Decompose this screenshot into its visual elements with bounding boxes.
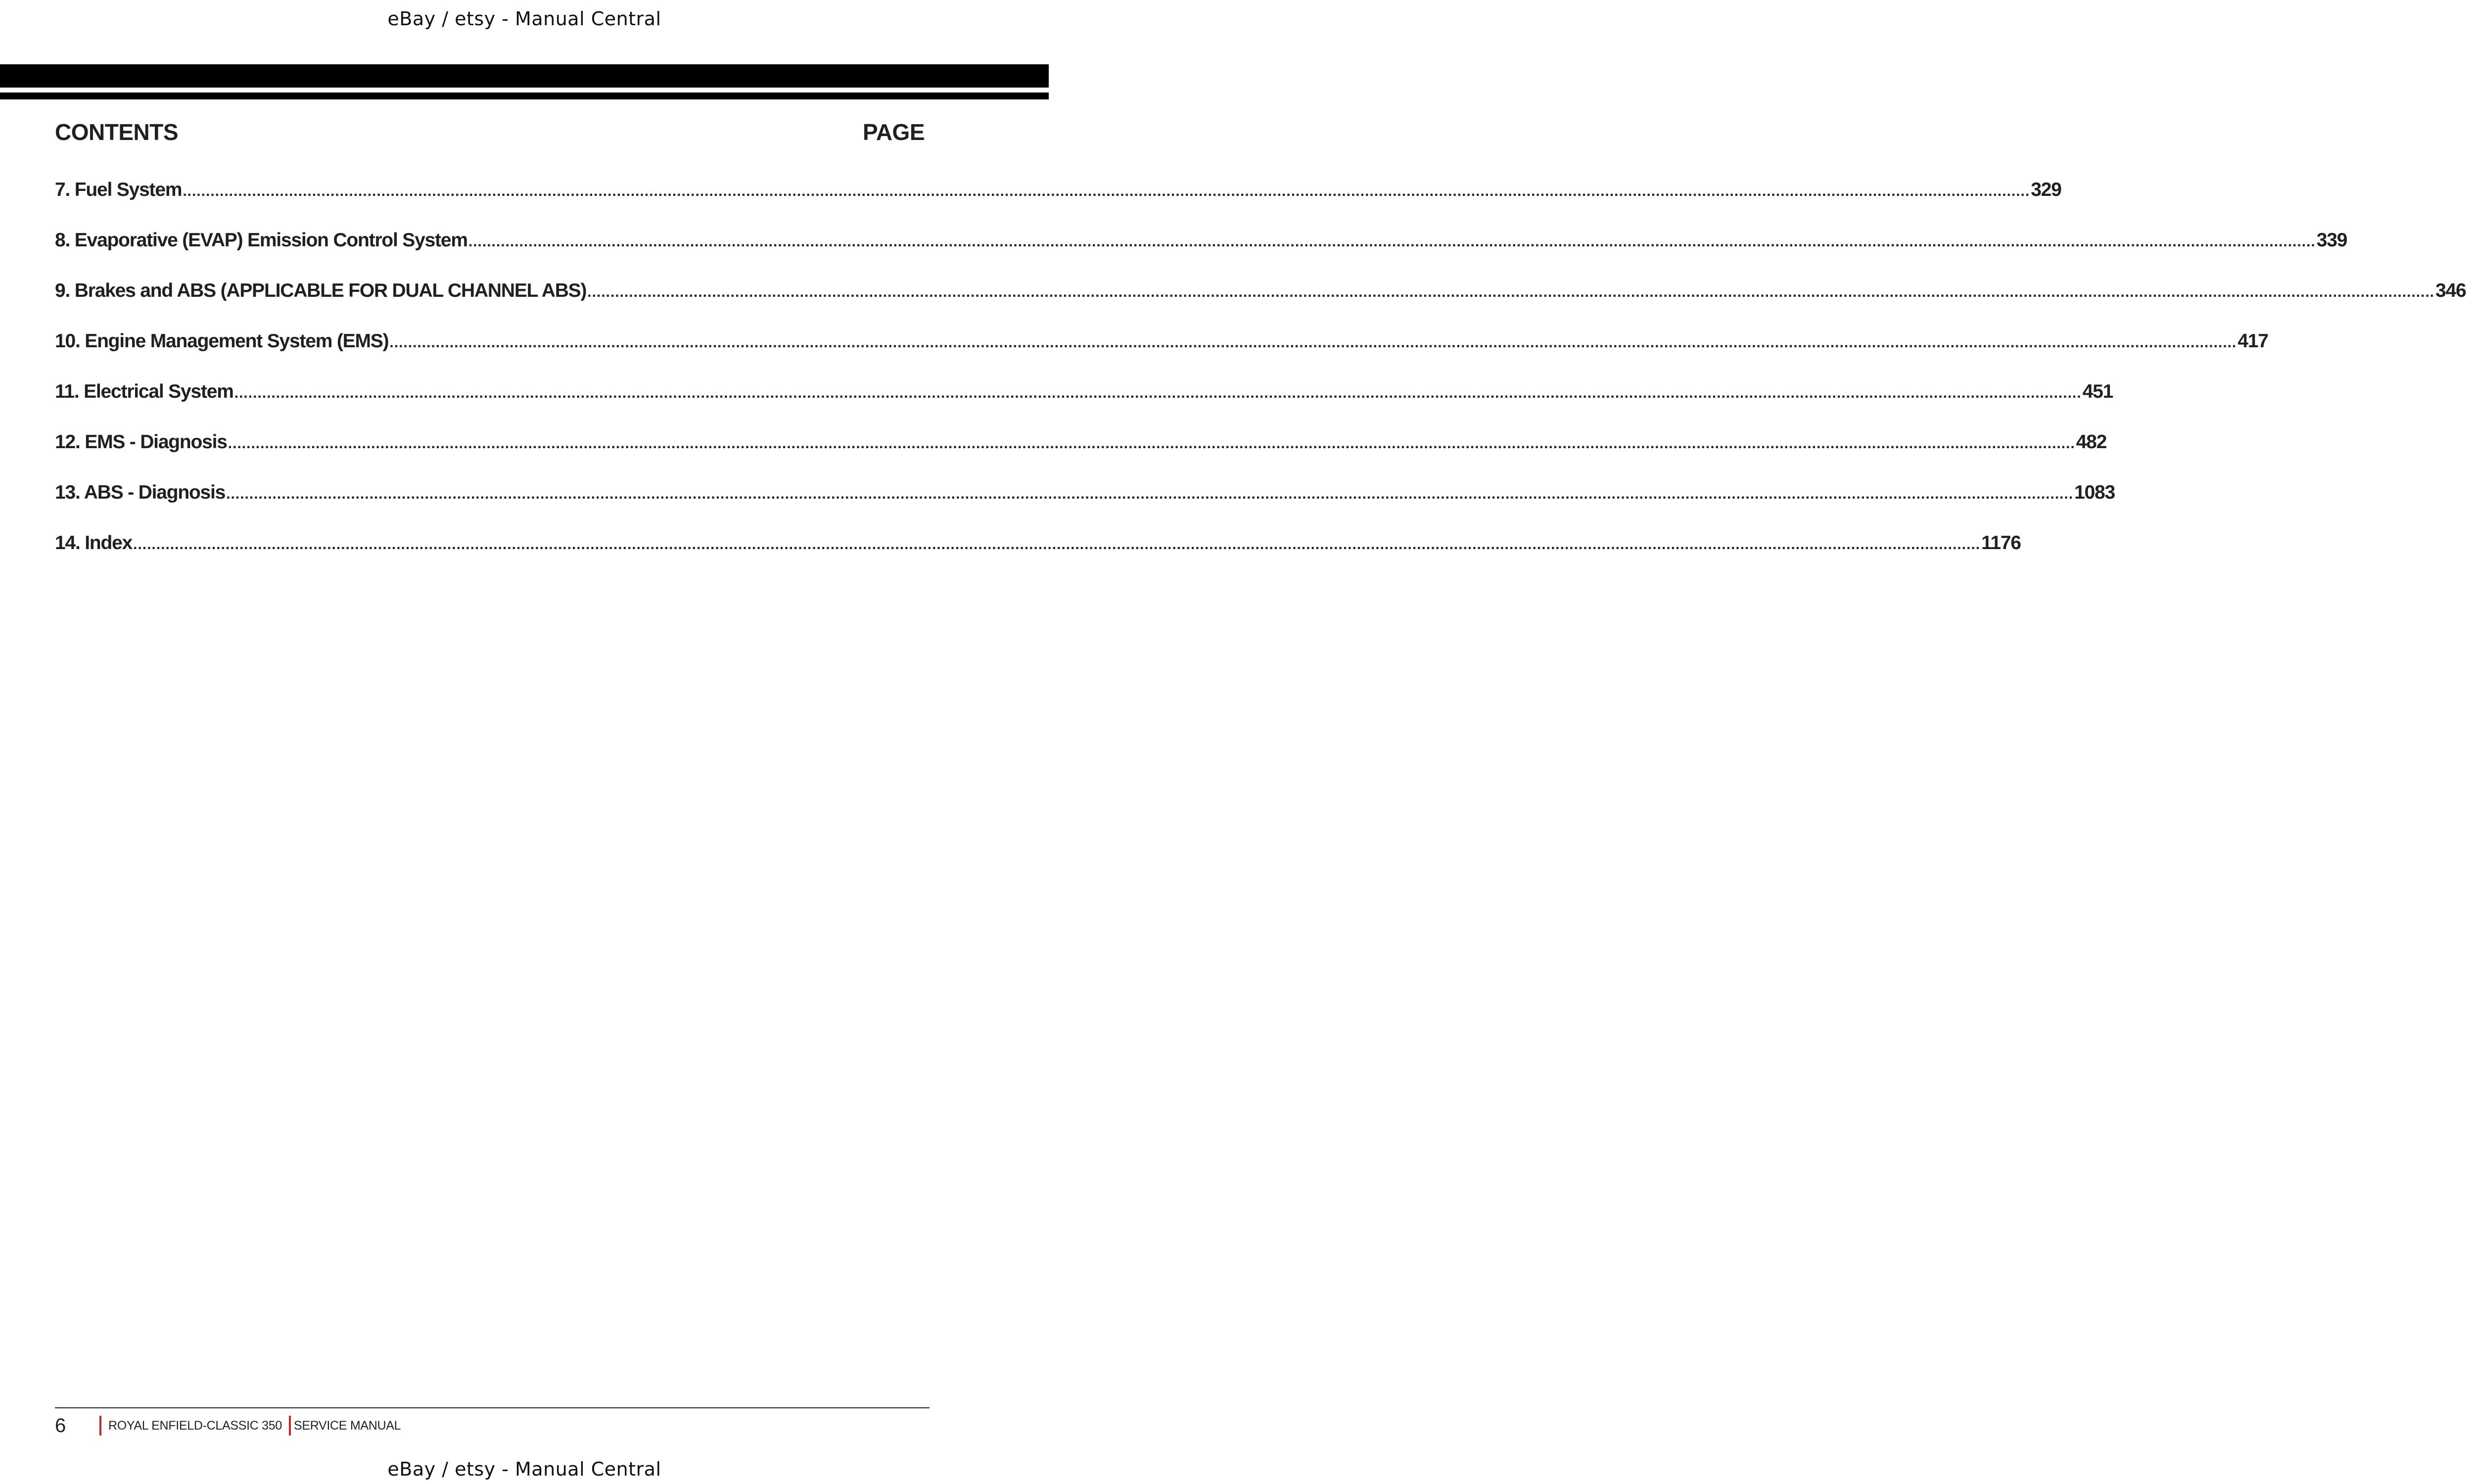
- footer-product-name: ROYAL ENFIELD-CLASSIC 350: [108, 1418, 282, 1433]
- footer-divider: [55, 1407, 930, 1408]
- toc-entry-page: 1083: [2074, 482, 2115, 503]
- header-band-thin: [0, 93, 1049, 99]
- toc-entry-title: 12. EMS - Diagnosis: [55, 431, 227, 453]
- dot-leader: ................................................................................................................................................................................................................................................................................................................................................................................................................: [133, 536, 1981, 553]
- footer-accent-bar: [289, 1416, 291, 1436]
- dot-leader: ................................................................................................................................................................................................................................................................................................................................................................................................................: [389, 334, 2237, 351]
- toc-entry-ems[interactable]: [55, 330, 2268, 381]
- toc-entry-title: 11. Electrical System: [55, 381, 233, 402]
- toc-header: [55, 119, 925, 153]
- toc-entry-title: 10. Engine Management System (EMS): [55, 330, 389, 352]
- table-of-contents: [55, 119, 2466, 583]
- footer-accent-bar: [99, 1416, 101, 1436]
- dot-leader: ................................................................................................................................................................................................................................................................................................................................................................................................................: [234, 385, 2082, 401]
- toc-entry-page: 339: [2316, 230, 2347, 251]
- toc-list: [55, 179, 2466, 583]
- dot-leader: ................................................................................................................................................................................................................................................................................................................................................................................................................: [587, 284, 2435, 300]
- toc-entry-page: 1176: [1981, 532, 2021, 554]
- toc-entry-title: 7. Fuel System: [55, 179, 182, 200]
- toc-entry-abs-diagnosis[interactable]: [55, 482, 2115, 532]
- page-footer: [55, 1413, 408, 1438]
- dot-leader: ................................................................................................................................................................................................................................................................................................................................................................................................................: [226, 486, 2074, 502]
- toc-entry-fuel-system[interactable]: [55, 179, 2061, 230]
- toc-entry-page: 482: [2076, 431, 2107, 453]
- toc-entry-page: 451: [2082, 381, 2113, 402]
- dot-leader: ................................................................................................................................................................................................................................................................................................................................................................................................................: [228, 435, 2075, 452]
- toc-entry-evap-emission[interactable]: [55, 230, 2347, 280]
- toc-entry-page: 346: [2435, 280, 2466, 301]
- footer-page-number: 6: [55, 1414, 66, 1437]
- contents-heading: CONTENTS: [55, 119, 178, 145]
- toc-entry-page: 417: [2237, 330, 2268, 352]
- toc-entry-index[interactable]: [55, 532, 2021, 583]
- dot-leader: ................................................................................................................................................................................................................................................................................................................................................................................................................: [183, 183, 2030, 199]
- toc-entry-title: 13. ABS - Diagnosis: [55, 482, 226, 503]
- toc-entry-title: 9. Brakes and ABS (APPLICABLE FOR DUAL CHANNEL ABS): [55, 280, 587, 301]
- header-band-thick: [0, 64, 1049, 88]
- toc-entry-brakes-abs[interactable]: [55, 280, 2466, 330]
- toc-entry-electrical[interactable]: [55, 381, 2113, 431]
- dot-leader: ................................................................................................................................................................................................................................................................................................................................................................................................................: [468, 233, 2316, 250]
- toc-entry-page: 329: [2031, 179, 2061, 200]
- toc-entry-title: 14. Index: [55, 532, 133, 554]
- toc-entry-title: 8. Evaporative (EVAP) Emission Control System: [55, 230, 467, 251]
- footer-doc-type: SERVICE MANUAL: [293, 1418, 401, 1433]
- watermark-bottom: eBay / etsy - Manual Central: [387, 1458, 661, 1480]
- toc-entry-ems-diagnosis[interactable]: [55, 431, 2107, 482]
- page-heading: PAGE: [863, 119, 925, 145]
- watermark-top: eBay / etsy - Manual Central: [387, 8, 661, 30]
